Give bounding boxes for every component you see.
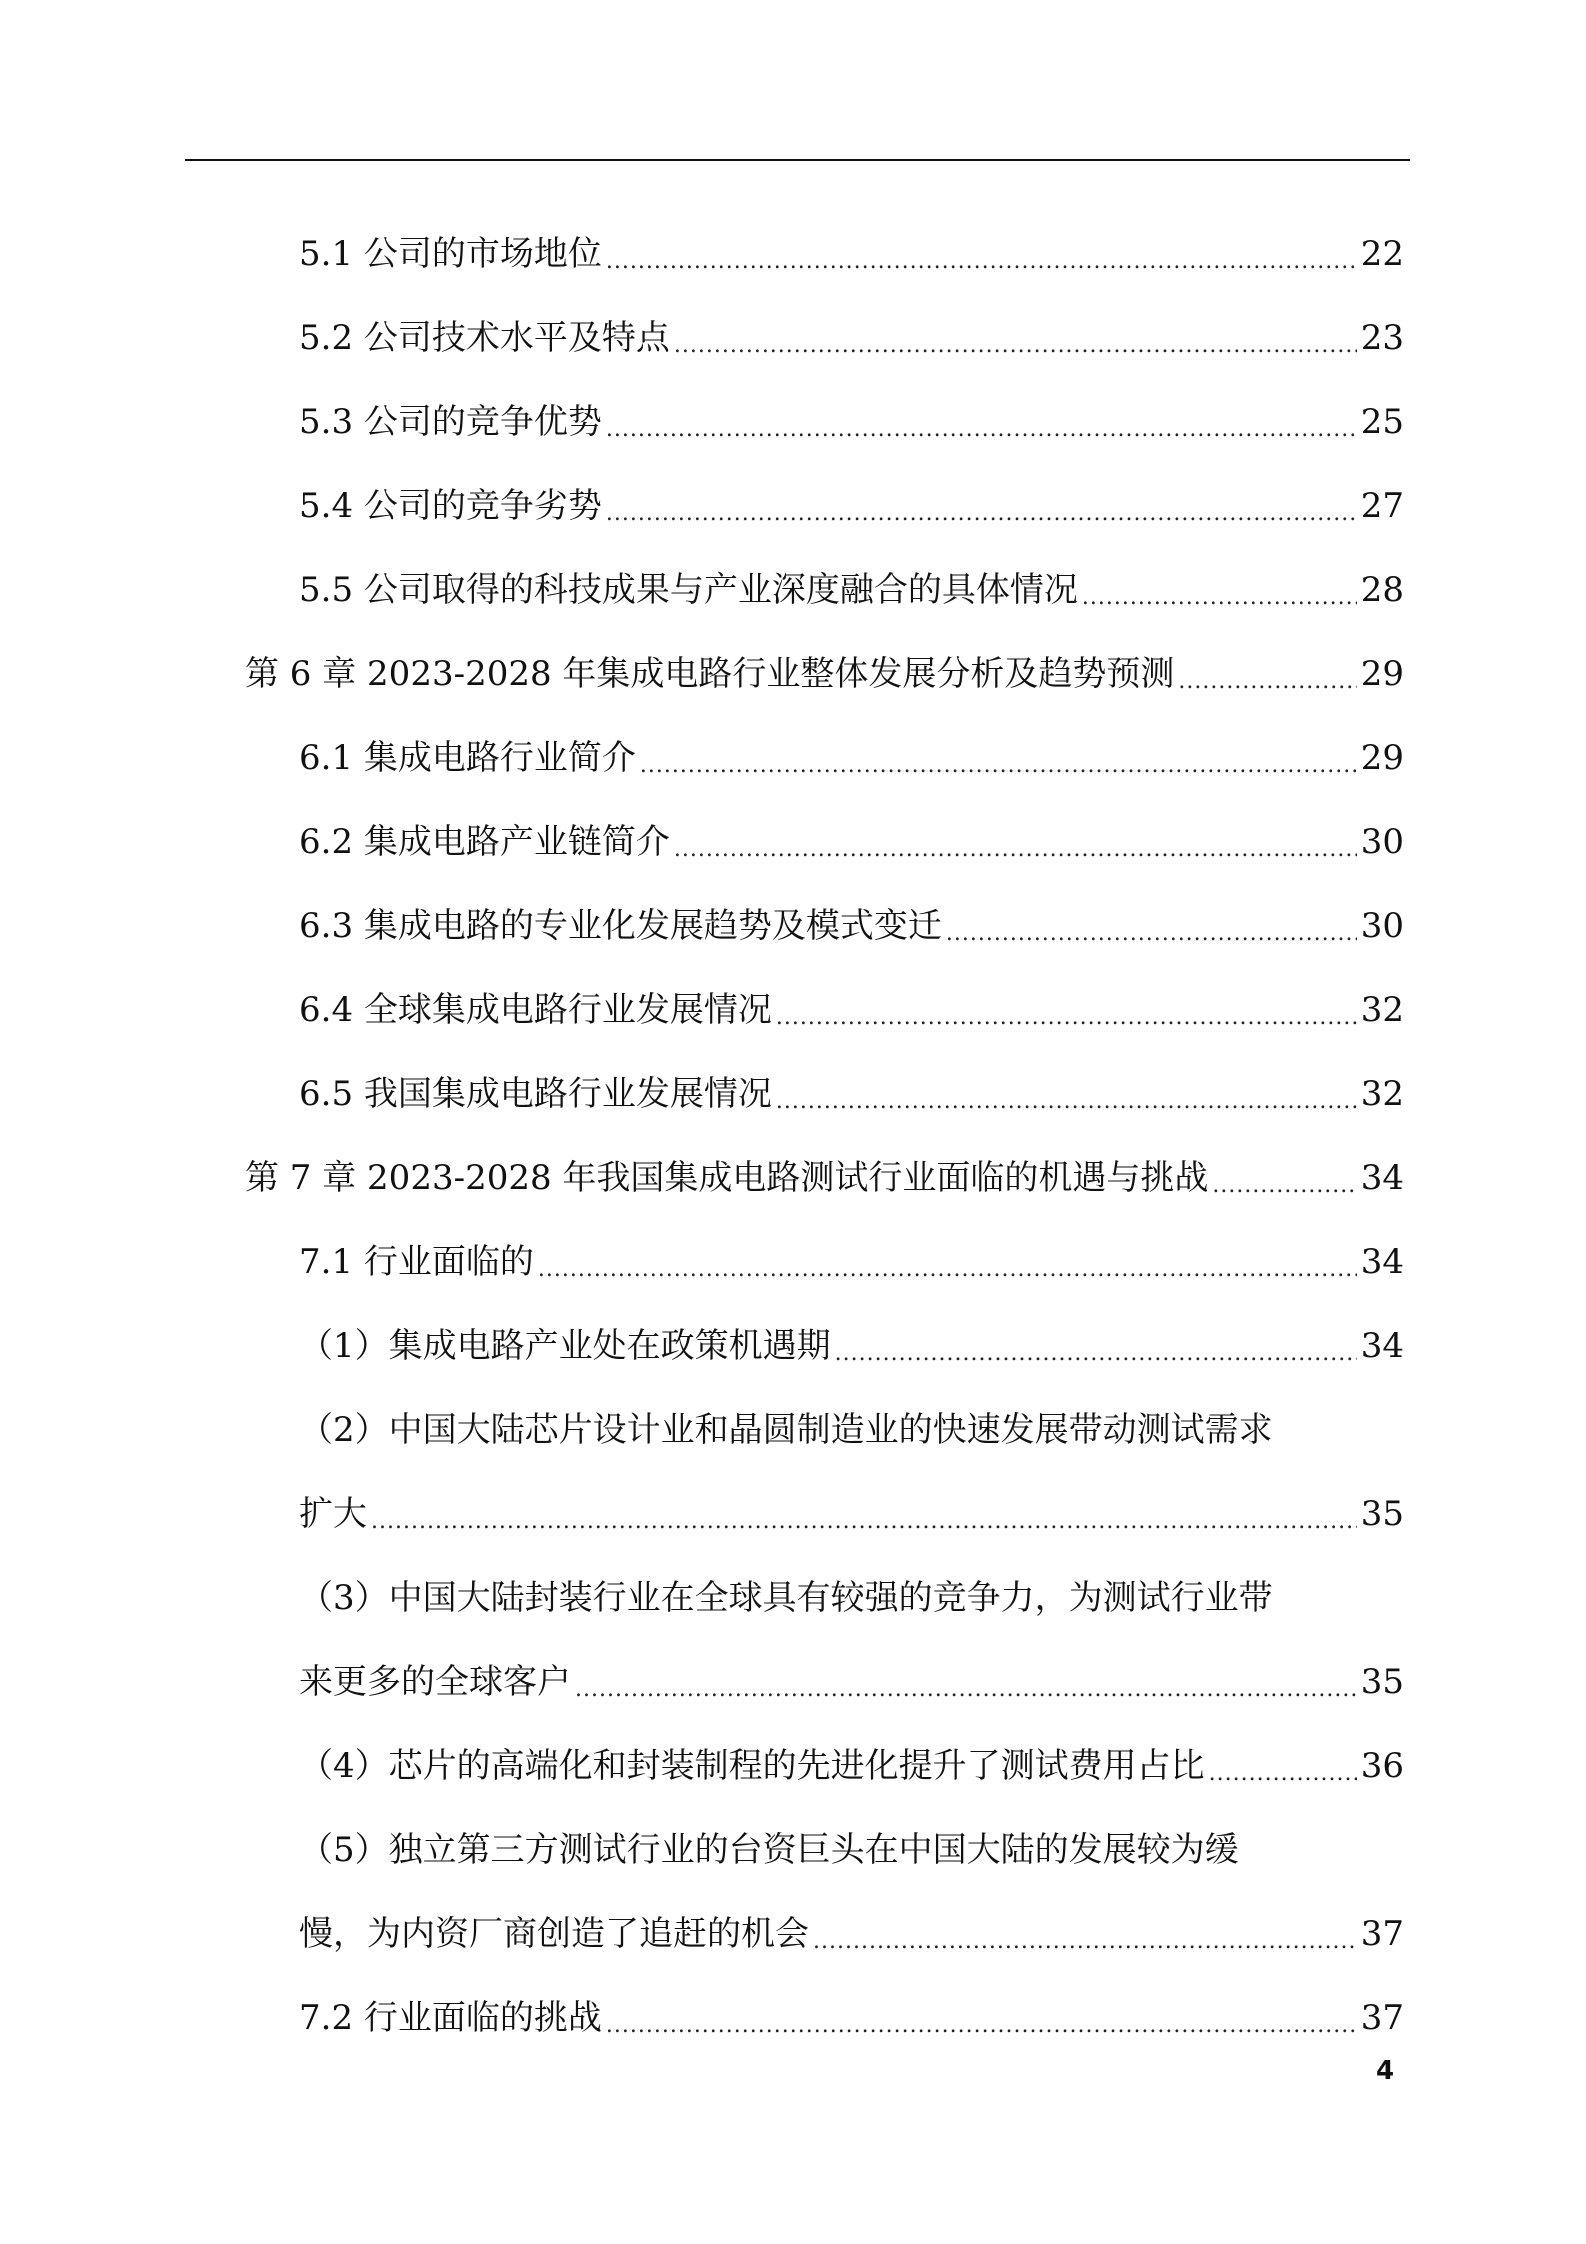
dot-leader bbox=[371, 1500, 1357, 1544]
dot-leader bbox=[575, 1668, 1357, 1712]
toc-entry-label: 5.5 公司取得的科技成果与产业深度融合的具体情况 bbox=[299, 570, 1078, 610]
toc-entry-page: 30 bbox=[1360, 822, 1404, 862]
dot-leader bbox=[813, 1920, 1357, 1964]
toc-entry-page: 29 bbox=[1360, 654, 1404, 694]
toc-entry-label: 慢，为内资厂商创造了追赶的机会 bbox=[299, 1914, 809, 1954]
toc-entry-7-2[interactable] bbox=[299, 1988, 1404, 2048]
toc-entry-page: 30 bbox=[1360, 906, 1404, 946]
dot-leader bbox=[776, 1080, 1357, 1124]
toc-entry-page: 25 bbox=[1360, 402, 1404, 442]
dot-leader bbox=[835, 1332, 1357, 1376]
toc-entry-5-1[interactable] bbox=[299, 224, 1404, 284]
toc-entry-page: 34 bbox=[1360, 1242, 1404, 1282]
dot-leader bbox=[606, 240, 1357, 284]
toc-entry-page: 37 bbox=[1360, 1998, 1404, 2038]
toc-entry-6-1[interactable] bbox=[299, 728, 1404, 788]
dot-leader bbox=[674, 828, 1357, 872]
toc-entry-label: 来更多的全球客户 bbox=[299, 1662, 571, 1702]
toc-entry-label: 6.1 集成电路行业简介 bbox=[299, 738, 636, 778]
toc-entry-5-5[interactable] bbox=[299, 560, 1404, 620]
toc-entry-label: 5.4 公司的竞争劣势 bbox=[299, 486, 602, 526]
toc-entry-5-3[interactable] bbox=[299, 392, 1404, 452]
toc-entry-page: 29 bbox=[1360, 738, 1404, 778]
dot-leader bbox=[776, 996, 1357, 1040]
toc-entry-page: 36 bbox=[1360, 1746, 1404, 1786]
page-number: 4 bbox=[1376, 2056, 1395, 2086]
toc-entry-label: 5.1 公司的市场地位 bbox=[299, 234, 602, 274]
toc-entry-7-1-1[interactable] bbox=[299, 1316, 1404, 1376]
dot-leader bbox=[946, 912, 1357, 956]
dot-leader bbox=[1209, 1752, 1357, 1796]
toc-entry-7-1-2-line1[interactable]: （2）中国大陆芯片设计业和晶圆制造业的快速发展带动测试需求 bbox=[299, 1410, 1273, 1450]
toc-entry-label: 5.3 公司的竞争优势 bbox=[299, 402, 602, 442]
toc-entry-label: 第 7 章 2023-2028 年我国集成电路测试行业面临的机遇与挑战 bbox=[245, 1158, 1209, 1198]
toc-entry-7-1-5-line1[interactable]: （5）独立第三方测试行业的台资巨头在中国大陆的发展较为缓 bbox=[299, 1830, 1239, 1870]
toc-entry-page: 23 bbox=[1360, 318, 1404, 358]
toc-entry-6-2[interactable] bbox=[299, 812, 1404, 872]
toc-entry-7-1-2[interactable] bbox=[299, 1484, 1404, 1544]
dot-leader bbox=[1178, 660, 1356, 704]
dot-leader bbox=[606, 492, 1357, 536]
dot-leader bbox=[606, 408, 1357, 452]
toc-entry-label: （4）芯片的高端化和封装制程的先进化提升了测试费用占比 bbox=[299, 1746, 1205, 1786]
toc-entry-chapter-7[interactable] bbox=[245, 1148, 1404, 1208]
toc-entry-label: 7.1 行业面临的 bbox=[299, 1242, 534, 1282]
dot-leader bbox=[674, 324, 1357, 368]
toc-entry-label: 6.2 集成电路产业链简介 bbox=[299, 822, 670, 862]
toc-entry-page: 34 bbox=[1360, 1326, 1404, 1366]
dot-leader bbox=[1082, 576, 1357, 620]
toc-entry-7-1-3[interactable] bbox=[299, 1652, 1404, 1712]
toc-entry-label: 扩大 bbox=[299, 1494, 367, 1534]
toc-entry-label: 5.2 公司技术水平及特点 bbox=[299, 318, 670, 358]
dot-leader bbox=[640, 744, 1357, 788]
toc-entry-5-2[interactable] bbox=[299, 308, 1404, 368]
toc-entry-6-4[interactable] bbox=[299, 980, 1404, 1040]
toc-entry-7-1[interactable] bbox=[299, 1232, 1404, 1292]
toc-entry-page: 28 bbox=[1360, 570, 1404, 610]
dot-leader bbox=[538, 1248, 1357, 1292]
toc-entry-page: 22 bbox=[1360, 234, 1404, 274]
toc-entry-page: 27 bbox=[1360, 486, 1404, 526]
toc-entry-page: 35 bbox=[1360, 1494, 1404, 1534]
toc-entry-6-5[interactable] bbox=[299, 1064, 1404, 1124]
dot-leader bbox=[1212, 1164, 1356, 1208]
toc-entry-label: 6.5 我国集成电路行业发展情况 bbox=[299, 1074, 772, 1114]
toc-entry-7-1-5[interactable] bbox=[299, 1904, 1404, 1964]
toc-entry-label: 6.3 集成电路的专业化发展趋势及模式变迁 bbox=[299, 906, 942, 946]
dot-leader bbox=[606, 2004, 1357, 2048]
toc-entry-page: 32 bbox=[1360, 1074, 1404, 1114]
toc-entry-chapter-6[interactable] bbox=[245, 644, 1404, 704]
toc-entry-7-1-3-line1[interactable]: （3）中国大陆封装行业在全球具有较强的竞争力，为测试行业带 bbox=[299, 1578, 1273, 1618]
toc-entry-6-3[interactable] bbox=[299, 896, 1404, 956]
toc-entry-page: 37 bbox=[1360, 1914, 1404, 1954]
toc-entry-page: 35 bbox=[1360, 1662, 1404, 1702]
toc-entry-label: 7.2 行业面临的挑战 bbox=[299, 1998, 602, 2038]
toc-entry-7-1-4[interactable] bbox=[299, 1736, 1404, 1796]
toc-entry-label: 第 6 章 2023-2028 年集成电路行业整体发展分析及趋势预测 bbox=[245, 654, 1175, 694]
toc-entry-page: 34 bbox=[1360, 1158, 1404, 1198]
toc-entry-label: （1）集成电路产业处在政策机遇期 bbox=[299, 1326, 831, 1366]
toc-entry-page: 32 bbox=[1360, 990, 1404, 1030]
toc-entry-label: 6.4 全球集成电路行业发展情况 bbox=[299, 990, 772, 1030]
toc-entry-5-4[interactable] bbox=[299, 476, 1404, 536]
